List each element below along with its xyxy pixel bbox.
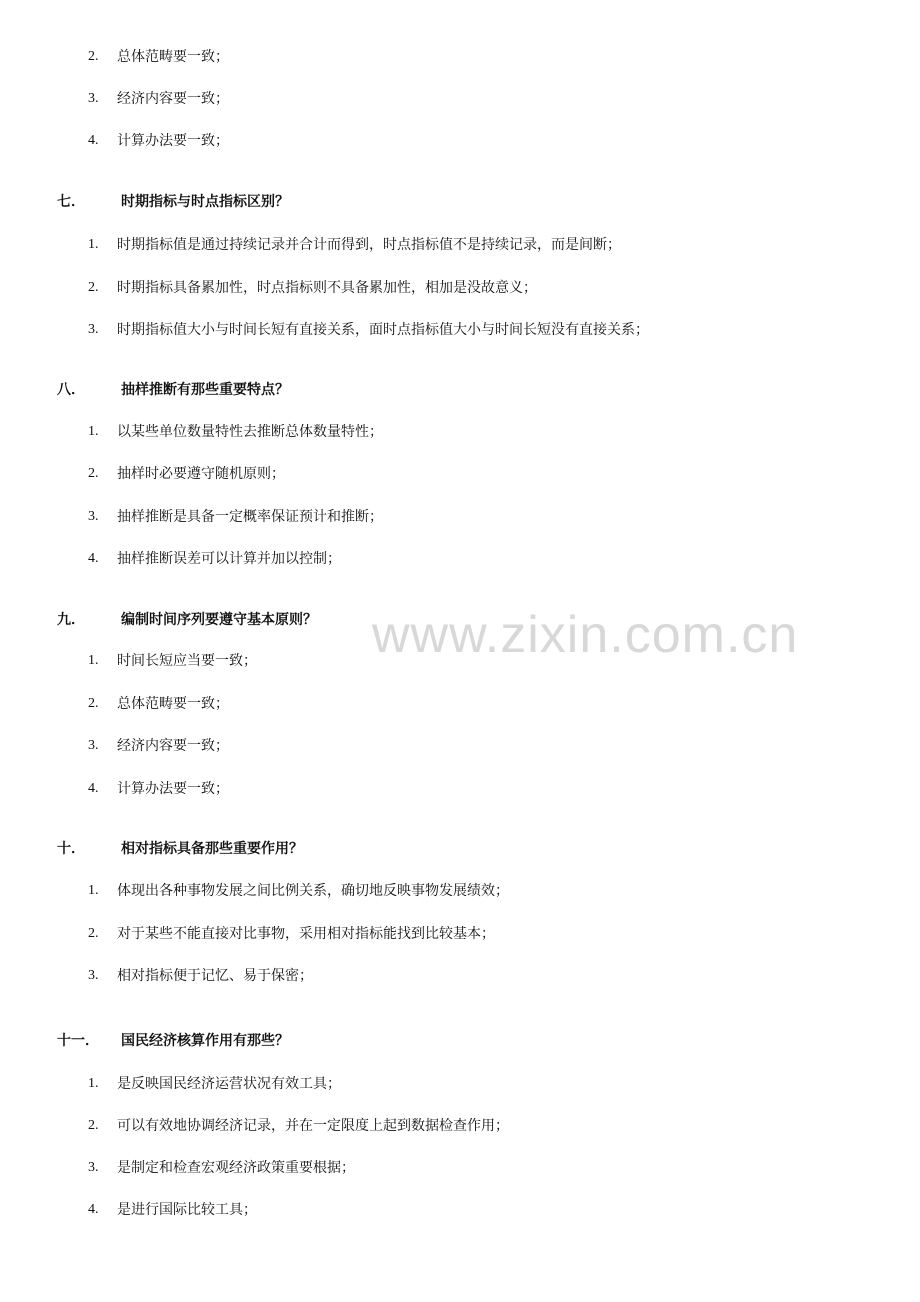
section-heading xyxy=(0,607,920,633)
item-text: 时期指标具备累加性，时点指标则不具备累加性，相加是没故意义； xyxy=(117,280,537,296)
item-text: 总体范畴要一致； xyxy=(117,49,229,65)
list-item xyxy=(0,504,920,530)
section-title: 国民经济核算作用有那些？ xyxy=(121,1033,289,1049)
item-text: 时期指标值大小与时间长短有直接关系，面时点指标值大小与时间长短没有直接关系； xyxy=(117,322,649,338)
item-text: 经济内容要一致； xyxy=(117,91,229,107)
item-text: 抽样推断是具备一定概率保证预计和推断； xyxy=(117,509,383,525)
item-number: 1. xyxy=(88,653,99,668)
list-item xyxy=(0,461,920,487)
list-item xyxy=(0,1113,920,1139)
item-text: 时期指标值是通过持续记录并合计而得到，时点指标值不是持续记录，而是间断； xyxy=(117,237,621,253)
list-item xyxy=(0,878,920,904)
item-number: 3. xyxy=(88,738,99,753)
item-number: 2. xyxy=(88,280,99,295)
section-title: 相对指标具备那些重要作用？ xyxy=(121,841,303,857)
item-number: 4. xyxy=(88,1202,99,1217)
item-text: 相对指标便于记忆、易于保密； xyxy=(117,968,313,984)
list-item xyxy=(0,648,920,674)
section-title: 时期指标与时点指标区别？ xyxy=(121,194,289,210)
item-number: 4. xyxy=(88,133,99,148)
list-item xyxy=(0,1155,920,1181)
item-text: 是反映国民经济运营状况有效工具； xyxy=(117,1076,341,1092)
item-number: 2. xyxy=(88,926,99,941)
item-number: 3. xyxy=(88,322,99,337)
item-text: 抽样时必要遵守随机原则； xyxy=(117,466,285,482)
section-number: 九． xyxy=(57,612,85,628)
item-text: 体现出各种事物发展之间比例关系，确切地反映事物发展绩效； xyxy=(117,883,509,899)
section-heading xyxy=(0,189,920,215)
section-number: 七． xyxy=(57,194,85,210)
list-item xyxy=(0,1071,920,1097)
list-item xyxy=(0,546,920,572)
section-heading xyxy=(0,1028,920,1054)
list-item xyxy=(0,691,920,717)
list-item xyxy=(0,232,920,258)
section-number: 十． xyxy=(57,841,85,857)
list-item xyxy=(0,44,920,70)
item-number: 1. xyxy=(88,883,99,898)
item-text: 以某些单位数量特性去推断总体数量特性； xyxy=(117,424,383,440)
item-number: 1. xyxy=(88,424,99,439)
list-item xyxy=(0,275,920,301)
list-item xyxy=(0,921,920,947)
section-title: 抽样推断有那些重要特点？ xyxy=(121,382,289,398)
item-number: 2. xyxy=(88,466,99,481)
item-number: 3. xyxy=(88,1160,99,1175)
item-text: 计算办法要一致； xyxy=(117,781,229,797)
list-item xyxy=(0,1197,920,1223)
item-number: 2. xyxy=(88,1118,99,1133)
item-text: 经济内容要一致； xyxy=(117,738,229,754)
list-item xyxy=(0,733,920,759)
item-text: 是制定和检查宏观经济政策重要根据； xyxy=(117,1160,355,1176)
section-heading xyxy=(0,377,920,403)
section-number: 八． xyxy=(57,382,85,398)
item-number: 1. xyxy=(88,1076,99,1091)
item-number: 4. xyxy=(88,781,99,796)
item-number: 3. xyxy=(88,509,99,524)
list-item xyxy=(0,776,920,802)
item-number: 4. xyxy=(88,551,99,566)
item-text: 抽样推断误差可以计算并加以控制； xyxy=(117,551,341,567)
item-number: 3. xyxy=(88,968,99,983)
section-title: 编制时间序列要遵守基本原则？ xyxy=(121,612,317,628)
list-item xyxy=(0,317,920,343)
item-number: 3. xyxy=(88,91,99,106)
watermark: www.zixin.com.cn xyxy=(372,606,799,664)
list-item xyxy=(0,86,920,112)
item-number: 1. xyxy=(88,237,99,252)
item-text: 总体范畴要一致； xyxy=(117,696,229,712)
section-heading xyxy=(0,836,920,862)
item-text: 是进行国际比较工具； xyxy=(117,1202,257,1218)
list-item xyxy=(0,963,920,989)
list-item xyxy=(0,419,920,445)
item-number: 2. xyxy=(88,696,99,711)
item-number: 2. xyxy=(88,49,99,64)
section-number: 十一． xyxy=(57,1033,99,1049)
item-text: 计算办法要一致； xyxy=(117,133,229,149)
item-text: 对于某些不能直接对比事物，采用相对指标能找到比较基本； xyxy=(117,926,495,942)
item-text: 可以有效地协调经济记录，并在一定限度上起到数据检查作用； xyxy=(117,1118,509,1134)
item-text: 时间长短应当要一致； xyxy=(117,653,257,669)
list-item xyxy=(0,128,920,154)
